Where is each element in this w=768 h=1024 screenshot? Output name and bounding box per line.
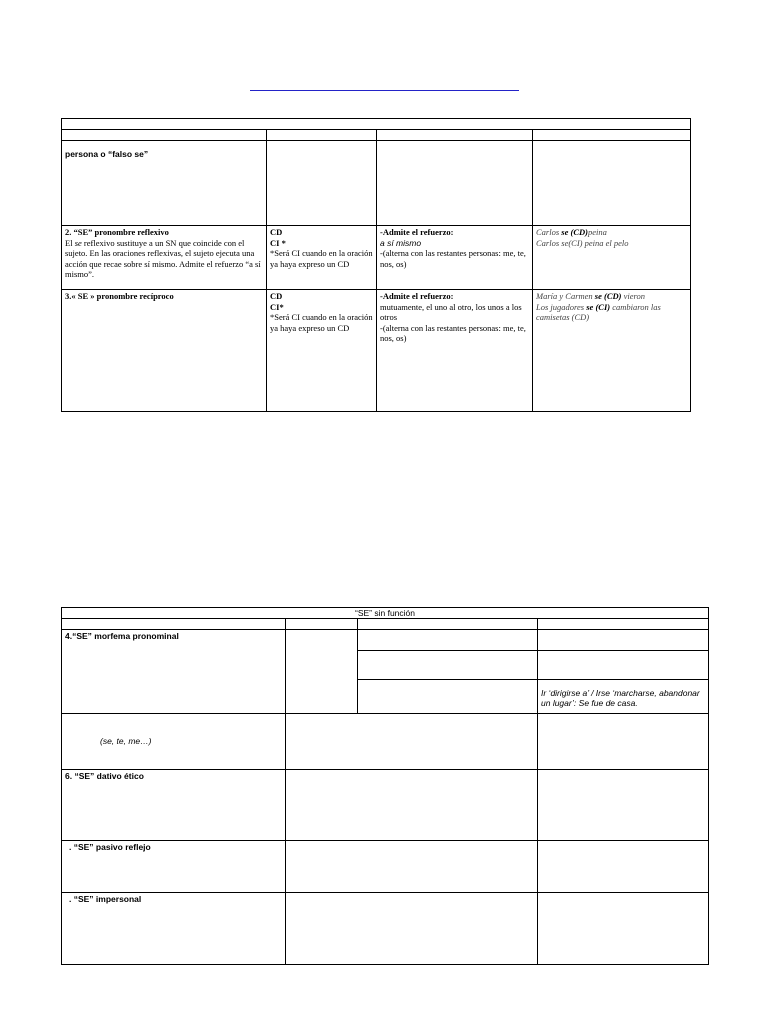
row-title: 3.« SE » pronombre recíproco — [65, 291, 174, 301]
function-cd: CD — [270, 291, 283, 301]
table-title-cell — [62, 119, 691, 130]
function-ci: CI* — [270, 301, 284, 312]
header-cell — [286, 619, 358, 630]
function-note: *Será CI cuando en la oración ya haya expreso un CD — [270, 312, 373, 333]
row-label: 4.“SE” morfema pronominal — [62, 630, 286, 714]
header-cell — [358, 619, 538, 630]
function-ci: CI * — [270, 237, 286, 248]
refuerzo-title: -Admite el refuerzo: — [380, 291, 454, 301]
table-cell — [358, 651, 538, 680]
refuerzo-example: a sí mismo — [380, 237, 422, 248]
table-row — [62, 226, 691, 290]
refuerzo-title: -Admite el refuerzo: — [380, 227, 454, 237]
table-row — [62, 141, 691, 226]
header-cell — [267, 130, 377, 141]
table-row — [62, 714, 709, 770]
function-cell — [267, 290, 377, 412]
table-header-row — [62, 130, 691, 141]
header-cell — [62, 619, 286, 630]
example-line: María y Carmen se (CD) vieron — [536, 291, 646, 301]
row-text: El se reflexivo sustituye a un SN que coincide con el sujeto. En las oraciones reflexivas, el sujeto ejecuta una acción que recae sobre sí mismo. Admite el refuerzo “a sí mismo”. — [65, 237, 261, 279]
function-cd: CD — [270, 227, 283, 237]
example-cell: Ir ‘dirigirse a’ / Irse ‘marcharse, abandonar un lugar’: Se fue de casa. — [538, 680, 709, 714]
se-con-funcion-table — [61, 118, 691, 412]
table-title-row — [62, 608, 709, 619]
reciproco-description — [62, 290, 267, 412]
refuerzo-cell — [377, 290, 533, 412]
table-row — [62, 290, 691, 412]
table-cell — [538, 714, 709, 770]
table-row — [62, 770, 709, 841]
table-cell — [358, 680, 538, 714]
example-cell — [533, 226, 691, 290]
table-row — [62, 841, 709, 893]
header-cell — [533, 130, 691, 141]
se-sin-funcion-table — [61, 607, 709, 965]
example-line: Carlos se (CD)peina — [536, 227, 607, 237]
table-title: “SE” sin función — [62, 608, 709, 619]
header-cell — [62, 130, 267, 141]
table-row — [62, 893, 709, 965]
table-row — [62, 630, 709, 651]
table-cell — [538, 893, 709, 965]
header-cell — [377, 130, 533, 141]
function-note: *Será CI cuando en la oración ya haya expreso un CD — [270, 248, 373, 269]
table-cell — [533, 141, 691, 226]
row-label: persona o “falso se” — [62, 141, 267, 226]
table-cell — [286, 714, 538, 770]
row-label: . “SE” impersonal — [62, 893, 286, 965]
example-line: Los jugadores se (CI) cambiaron las camisetas (CD) — [536, 301, 661, 322]
row-label: . “SE” pasivo reflejo — [62, 841, 286, 893]
table-cell — [538, 651, 709, 680]
table-cell — [538, 770, 709, 841]
table-title-row — [62, 119, 691, 130]
table-cell — [286, 893, 538, 965]
table-cell — [538, 630, 709, 651]
table-cell — [286, 630, 358, 714]
table-cell — [538, 841, 709, 893]
table-cell — [358, 630, 538, 651]
table-header-row — [62, 619, 709, 630]
hyperlink-underline[interactable] — [250, 90, 519, 91]
table-cell — [286, 770, 538, 841]
refuerzo-cell — [377, 226, 533, 290]
table-cell — [267, 141, 377, 226]
table-cell — [377, 141, 533, 226]
row-label: 6. “SE” dativo ético — [62, 770, 286, 841]
reflexivo-description — [62, 226, 267, 290]
function-cell — [267, 226, 377, 290]
refuerzo-note: -(alterna con las restantes personas: me, te, nos, os) — [380, 322, 526, 343]
example-cell — [533, 290, 691, 412]
header-cell — [538, 619, 709, 630]
refuerzo-note: -(alterna con las restantes personas: me, te, nos, os) — [380, 248, 526, 269]
refuerzo-example: mutuamente, el uno al otro, los unos a los otros — [380, 301, 522, 322]
example-line: Carlos se(CI) peina el pelo — [536, 237, 629, 248]
table-cell — [286, 841, 538, 893]
row-title: 2. “SE” pronombre reflexivo — [65, 227, 169, 237]
row-label: (se, te, me…) — [62, 714, 286, 770]
